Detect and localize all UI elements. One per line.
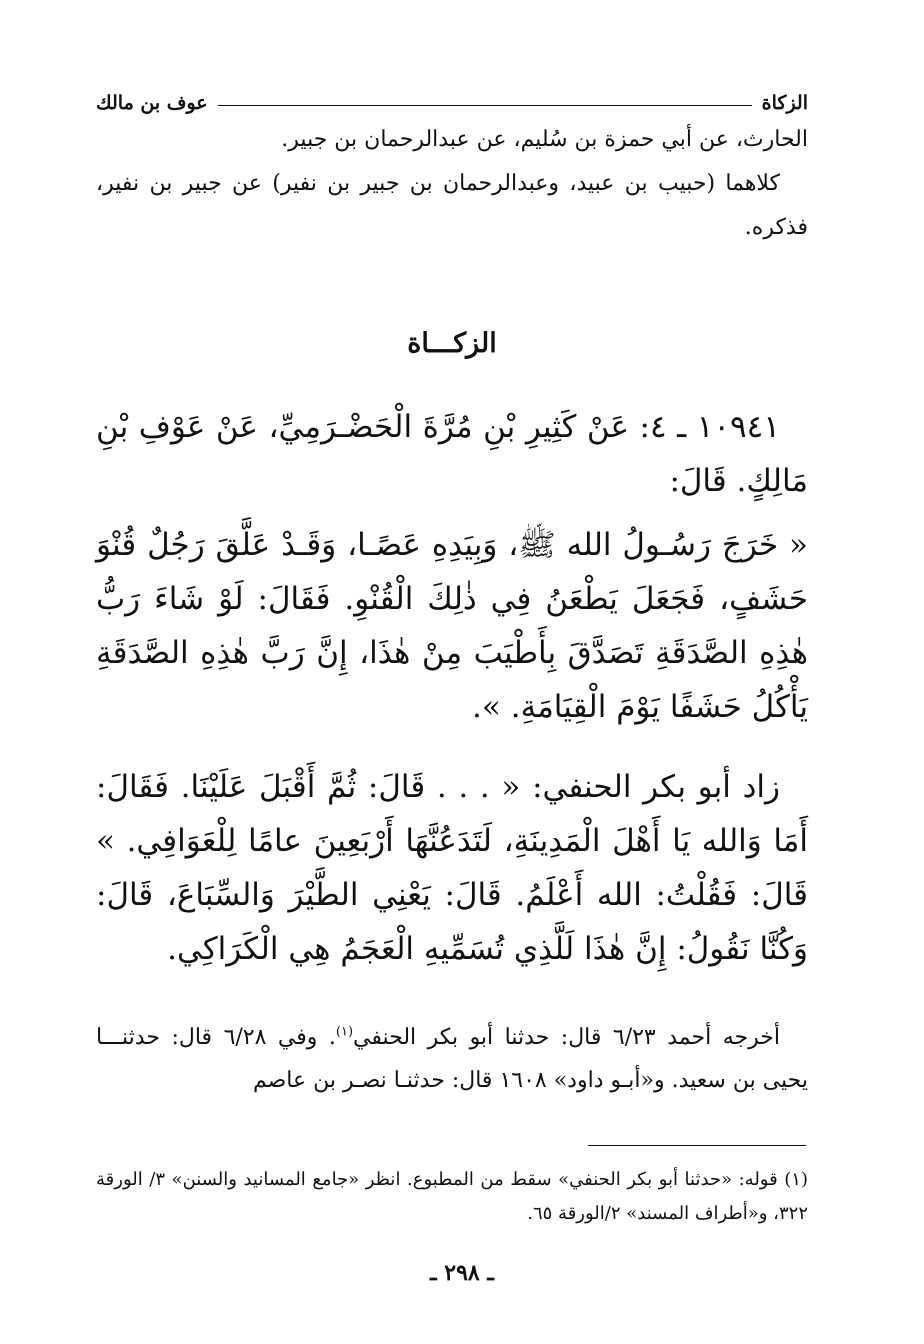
header-rule	[218, 105, 752, 106]
takhrij-paragraph	[96, 1016, 808, 1102]
running-header	[96, 86, 808, 114]
footnote-separator	[588, 1145, 806, 1146]
page-number: ـ ٢٩٨ ـ	[430, 1260, 494, 1286]
footnote: (١) قوله: «حدثنا أبو بكر الحنفي» سقط من المطبوع. انظر «جامع المسانيد والسنن» ٣/ الورقة ٣٢٢، و«أطراف المسند» ٢/الورقة ٦٥.	[96, 1169, 808, 1224]
takhrij-text-after: . وفي ٦/٢٨ قال: حدثنـــا يحيى بن سعيد. و«أبـو داود» ١٦٠٨ قال: حدثنـا نصـر بن عاصم	[96, 1025, 808, 1093]
header-chapter-title: الزكاة	[761, 92, 808, 114]
section-title: الزكـــاة	[407, 328, 497, 359]
hadith-ziyada	[96, 760, 808, 976]
hadith-matn-text: « خَرَجَ رَسُـولُ الله ﷺ، وَبِيَدِهِ عَصًـا، وَقَـدْ عَلَّقَ رَجُلٌ قُنْوَ حَشَفٍ، فَجَعَلَ يَطْعَنُ فِي ذٰلِكَ الْقُنْوِ. فَقَالَ: لَوْ شَاءَ رَبُّ هٰذِهِ الصَّدَقَةِ تَصَدَّقَ بِأَطْيَبَ مِنْ هٰذَا، إِنَّ رَبَّ هٰذِهِ الصَّدَقَةِ يَأْكُلُ حَشَفًا يَوْمَ الْقِيَامَةِ. ».	[96, 527, 808, 725]
header-section-title: عوف بن مالك	[96, 92, 208, 114]
intro-line-1: الحارث، عن أبي حمزة بن سُليم، عن عبدالرحمان بن جبير.	[281, 127, 808, 152]
hadith-matn	[96, 518, 808, 734]
hadith-isnad-text: ١٠٩٤١ ـ ٤: عَنْ كَثِيرِ بْنِ مُرَّةَ الْحَضْـرَمِيِّ، عَنْ عَوْفِ بْنِ مَالِكٍ. قَالَ:	[96, 409, 808, 499]
hadith-ziyada-text: زاد أبو بكر الحنفي: « . . . قَالَ: ثُمَّ أَقْبَلَ عَلَيْنَا. فَقَالَ: أَمَا وَالله يَا أَهْلَ الْمَدِينَةِ، لَتَدَعُنَّهَا أَرْبَعِينَ عامًا لِلْعَوَافِي. » قَالَ: فَقُلْتُ: الله أَعْلَمُ. قَالَ: يَعْنِي الطَّيْرَ وَالسِّبَاعَ، قَالَ: وَكُنَّا نَقُولُ: إِنَّ هٰذَا لَلَّذِي تُسَمِّيهِ الْعَجَمُ هِي الْكَرَاكِي.	[96, 769, 808, 967]
footnote-reference: (١)	[335, 1024, 354, 1040]
intro-text	[96, 118, 808, 250]
takhrij-text-before: أخرجه أحمد ٦/٢٣ قال: حدثنا أبو بكر الحنفي	[353, 1025, 780, 1050]
intro-line-2: كلاهما (حبيب بن عبيد، وعبدالرحمان بن جبير بن نفير) عن جبير بن نفير، فذكره.	[96, 171, 808, 240]
hadith-isnad	[96, 400, 808, 508]
